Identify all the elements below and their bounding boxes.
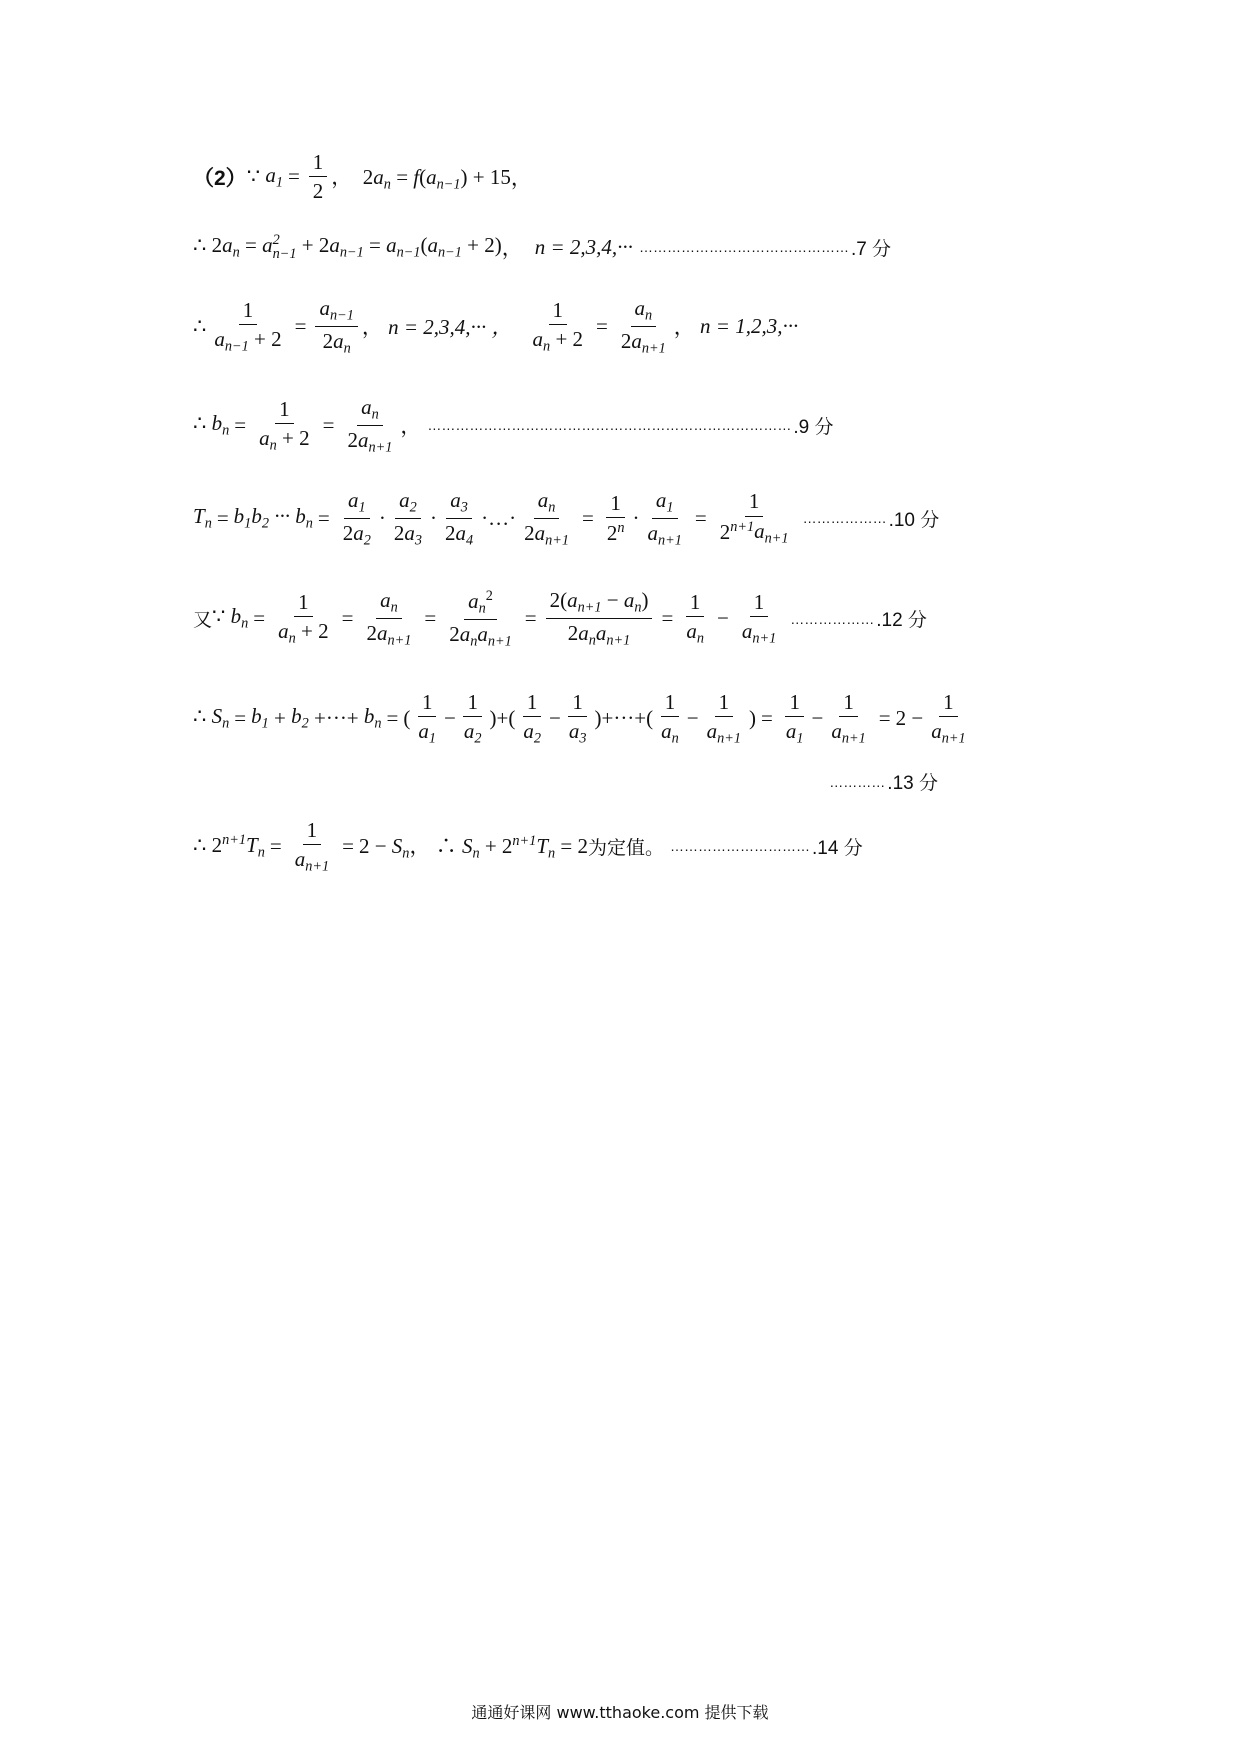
fraction: $\frac{1}{a_{n+1}}$ [931, 690, 966, 747]
fraction: $\frac{1}{a_{n+1}}$ [741, 590, 777, 647]
part-label: （2） [193, 166, 247, 190]
leader-dots: ………………………… [670, 838, 811, 855]
fraction: $\frac{a_{n-1}}{2a_n}$ [315, 296, 357, 356]
score-7: .7 分 [850, 238, 892, 260]
punct: ， [510, 165, 532, 190]
leader-dots: ……………… [790, 610, 875, 627]
line-2: ∴ $2a_n = a$ 2 n−1 + $2a_{n-1} = a_{n-1}(a_{n-1} + 2)$ ， n = 2,3,4,··· ……………………………………… .7 分 [193, 231, 892, 262]
fraction: $\frac{1}{a_n}$ [686, 590, 704, 647]
line-8: ∴ $2^{n+1}T_n$ = $\frac{1}{a_{n+1}}$ = $2 - S_n$， ∴ $S_n + 2^{n+1}T_n = 2$ 为定值。 ………………………… .14 分 [193, 818, 863, 875]
fraction: $\frac{1}{a_{n+1}}$ [831, 690, 866, 747]
fraction: $\frac{1}{a_{n+1}}$ [706, 690, 742, 747]
score-14: .14 分 [812, 837, 863, 859]
fraction: $\frac{1}{a_{n+1}}$ [294, 818, 330, 875]
fraction: $\frac{1}{2^{n+1}a_{n+1}}$ [719, 489, 789, 547]
fraction: $\frac{1}{a_{n-1} + 2}$ [214, 297, 282, 355]
fraction: $\frac{a_1}{2a_2}$ [342, 488, 371, 548]
fraction: $\frac{a_3}{2a_4}$ [444, 488, 474, 548]
fraction: $\frac{1}{2^n}$ [606, 491, 625, 546]
fraction: $\frac{a_n}{2a_{n+1}}$ [524, 488, 570, 548]
fraction: $\frac{2(a_{n+1} - a_n)}{2a_na_{n+1}}$ [546, 588, 653, 648]
fraction: $\frac{a_n}{2a_{n+1}}$ [366, 588, 412, 649]
fraction: $\frac{a_n^2}{2a_na_{n+1}}$ [449, 588, 512, 649]
score-10: .10 分 [888, 509, 940, 531]
fraction: $\frac{1}{a_n}$ [661, 690, 679, 747]
leader-dots: ………… [829, 773, 886, 790]
fraction: $\frac{1}{a_2}$ [523, 690, 541, 747]
index-range: n = 1,2,3,··· [700, 313, 799, 338]
fraction: $\frac{1}{a_n + 2}$ [278, 590, 329, 647]
because-symbol: ∵ [246, 164, 261, 189]
leader-dots: ……………… [802, 510, 887, 527]
line-1: （2） ∵ $a_1$ = $\frac{1}{2}$ ， $2a_n = f(a_{n-1}) + 15$ ， [193, 150, 532, 204]
fraction: $\frac{a_2}{2a_3}$ [393, 488, 422, 548]
line-6: 又 ∵ $b_n$ = $\frac{1}{a_n + 2}$ = $\frac{a_n}{2a_{n+1}}$ = $\frac{a_n^2}{2a_na_{n+1}}$ = $\frac{2(a_{n+1} - a_n)}{2a_na_{n+1}}$ = $\frac{1}{a_n}$ − $\frac{1}{a_{n+1}}$ ……………… .12 分 [193, 588, 927, 649]
fraction: $\frac{a_n}{2a_{n+1}}$ [620, 296, 666, 356]
fraction: $\frac{1}{a_2}$ [463, 690, 482, 747]
leader-dots: ……………………………………… [638, 239, 849, 255]
score-13: .13 分 [887, 773, 938, 794]
fraction: $\frac{1}{a_n + 2}$ [532, 297, 584, 355]
line-4: ∴ $b_n$ = $\frac{1}{a_n + 2}$ = $\frac{a_n}{2a_{n+1}}$ ， …………………………………………………………………… .9 分 [193, 395, 834, 455]
fraction: $\frac{1}{a_n + 2}$ [259, 396, 310, 454]
fraction: $\frac{1}{a_1}$ [785, 690, 804, 747]
line-7-score [193, 768, 938, 795]
score-9: .9 分 [793, 416, 834, 438]
leader-dots: …………………………………………………………………… [427, 417, 792, 434]
footer-text: 通通好课网 www.tthaoke.com 提供下载 [471, 1703, 769, 1722]
fraction: $\frac{1}{a_3}$ [568, 690, 587, 747]
index-range: n = 2,3,4,··· ， [388, 315, 513, 340]
fraction: $\frac{1}{2}$ [309, 150, 328, 203]
fraction: $\frac{a_n}{2a_{n+1}}$ [347, 395, 393, 455]
fraction: $\frac{1}{a_1}$ [418, 690, 437, 747]
score-12: .12 分 [876, 610, 927, 632]
fraction: $\frac{a_1}{a_{n+1}}$ [647, 488, 682, 548]
line-7: ∴ $S_n$ = $b_1$ + $b_2$ +···+ $b_n$ = ( $\frac{1}{a_1}$ − $\frac{1}{a_2}$ )+( $\frac{1}{a_2}$ − $\frac{1}{a_3}$ )+···+( $\frac{1}{a_n}$ − $\frac{1}{a_{n+1}}$ ) = $\frac{1}{a_1}$ − $\frac{1}{a_{n+1}}$ = 2 − $\frac{1}{a_{n+1}}$ [193, 690, 1080, 747]
line-3: ∴ $\frac{1}{a_{n-1} + 2}$ = $\frac{a_{n-1}}{2a_n}$ ， n = 2,3,4,··· ， $\frac{1}{a_n + 2}$ = $\frac{a_n}{2a_{n+1}}$ ， n = 1,2,3,··· [193, 296, 799, 356]
final-text: 为定值。 [588, 836, 665, 859]
punct: ， [501, 236, 523, 260]
line-5: $T_n$ = $b_1b_2$ ··· $b_n$ = $\frac{a_1}{2a_2}$ · $\frac{a_2}{2a_3}$ · $\frac{a_3}{2a_4}$ ·…· $\frac{a_n}{2a_{n+1}}$ = $\frac{1}{2^n}$ · $\frac{a_1}{a_{n+1}}$ = $\frac{1}{2^{n+1}a_{n+1}}$ ……………… .10 分 [193, 488, 940, 548]
index-range: n = 2,3,4,··· [534, 234, 633, 259]
prefix-you: 又 [193, 609, 213, 632]
math: $a_1$ [260, 162, 283, 190]
